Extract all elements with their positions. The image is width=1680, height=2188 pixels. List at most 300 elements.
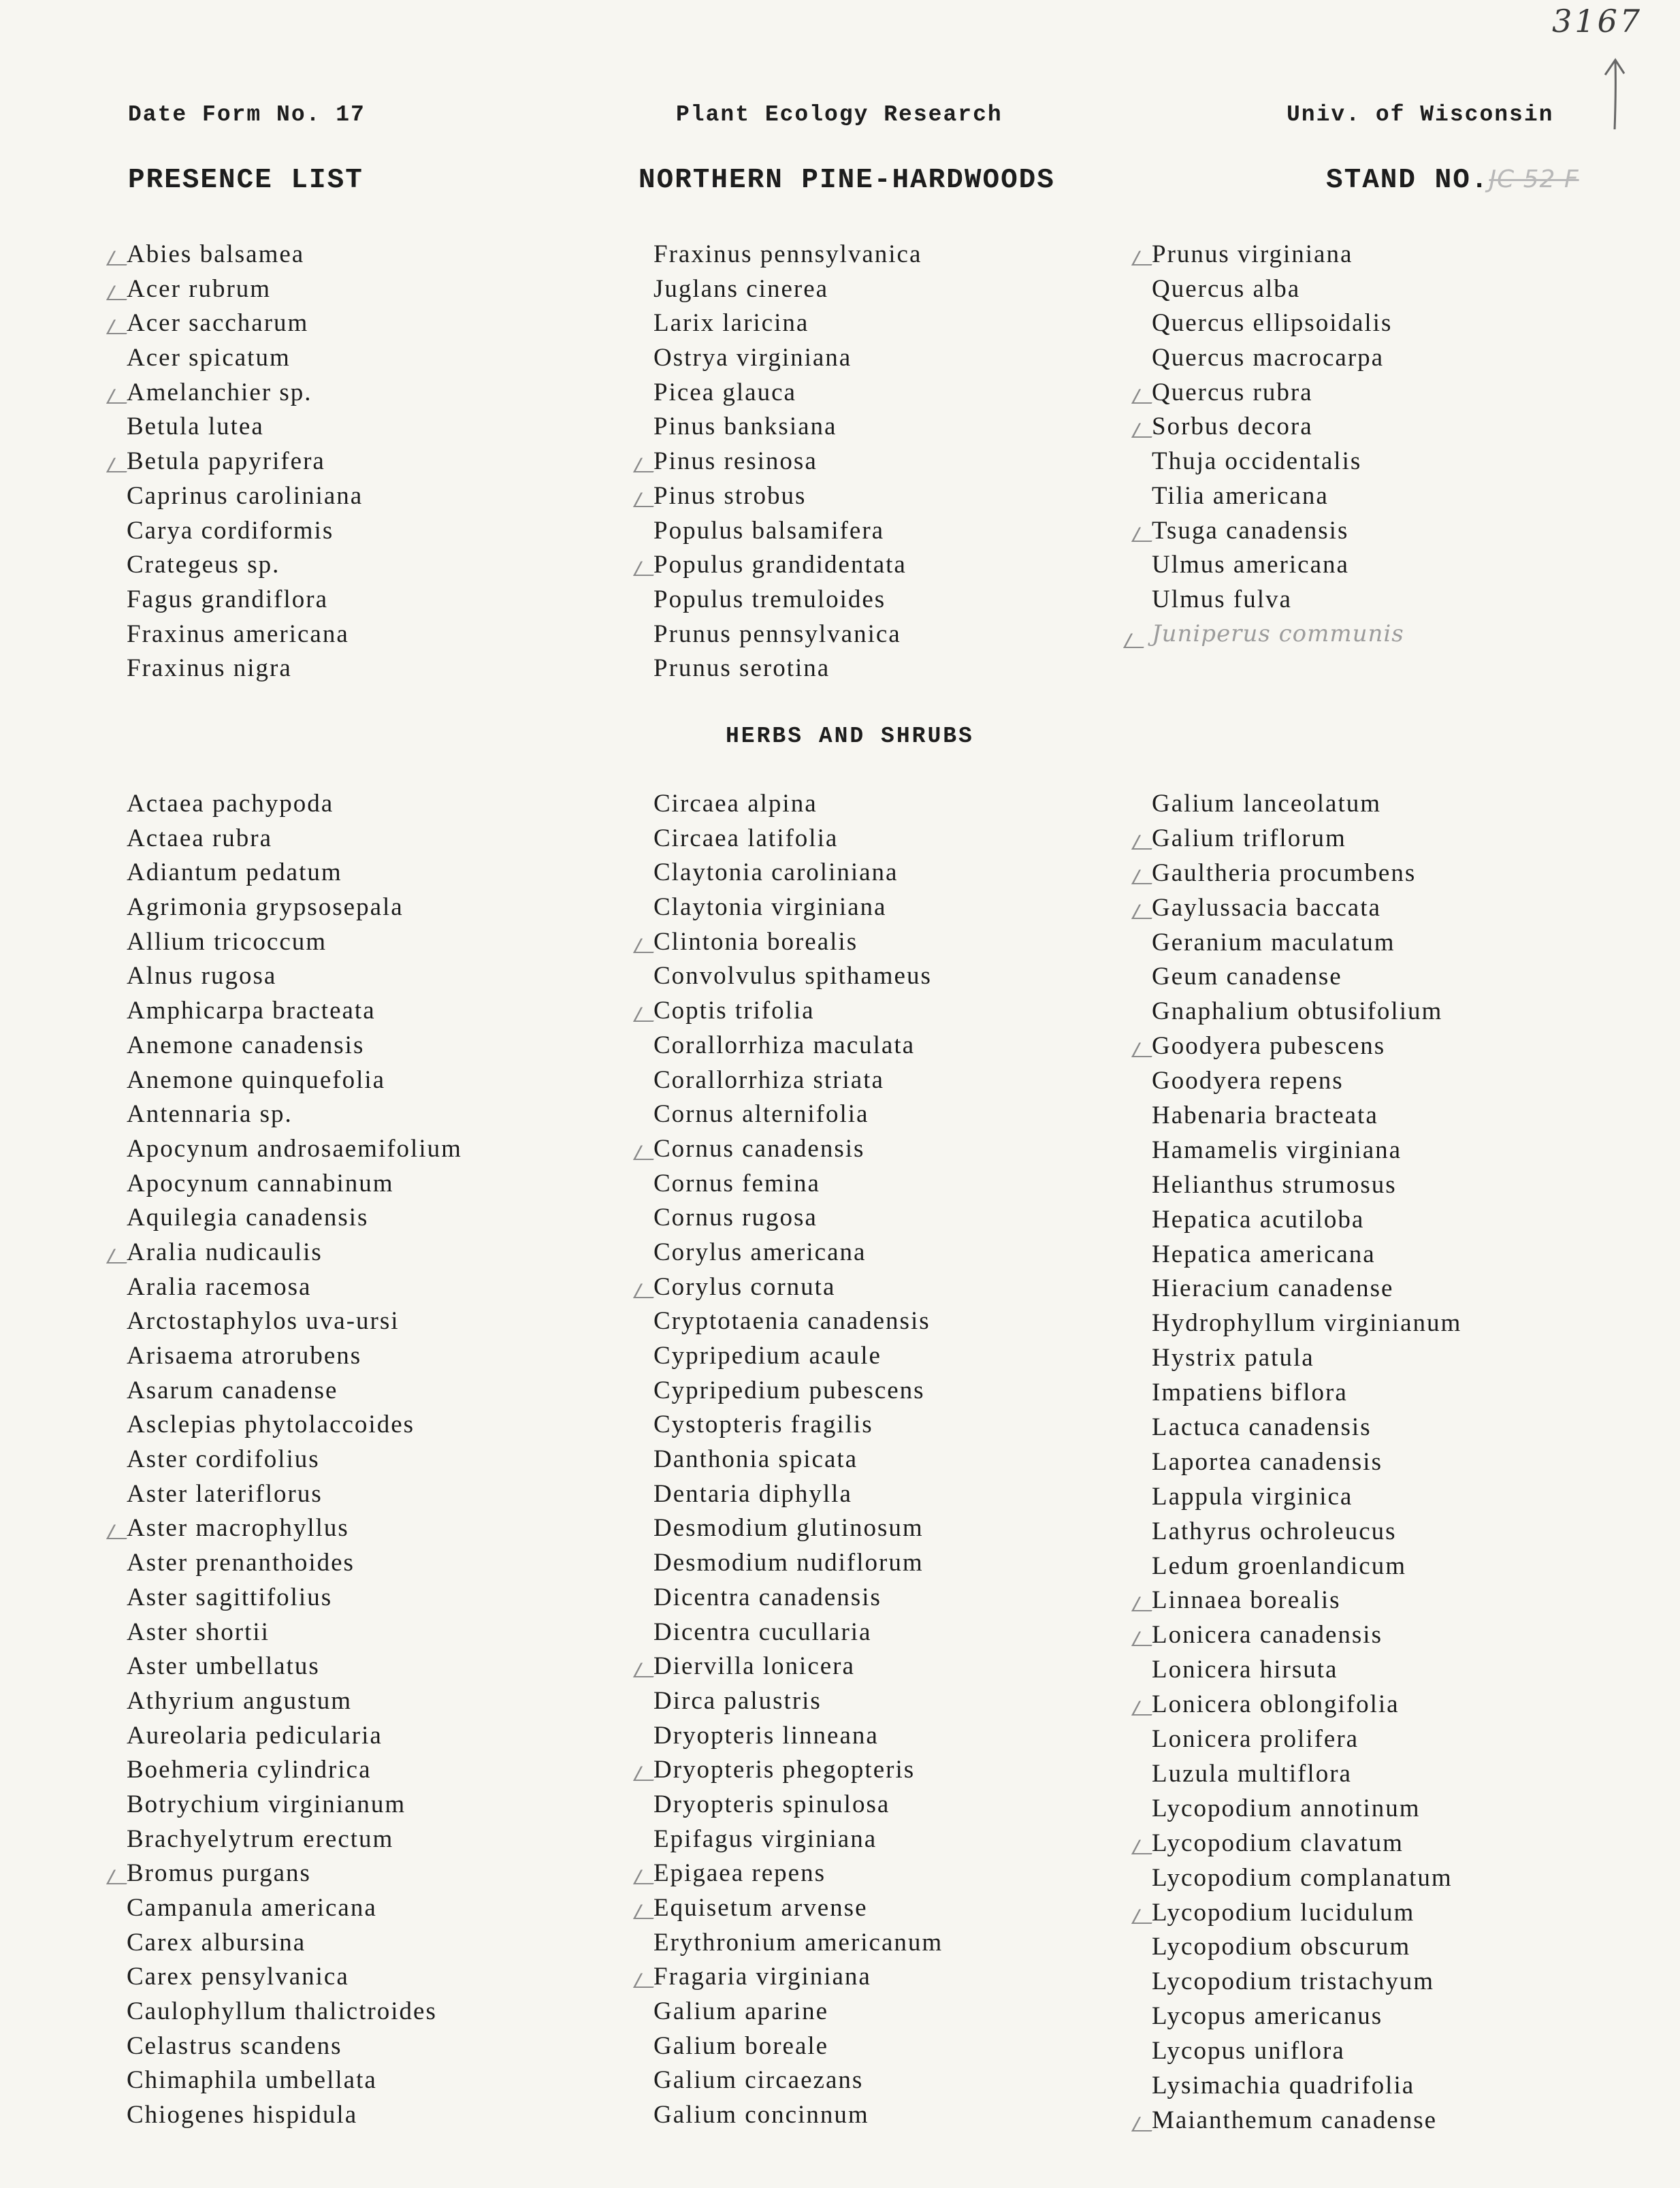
species-name: Aster prenanthoides xyxy=(127,1549,355,1577)
species-list-item xyxy=(1152,1445,1461,1480)
tree-species-column-2 xyxy=(653,238,922,686)
species-list-item xyxy=(1152,2104,1461,2138)
species-list-item xyxy=(1152,856,1461,891)
species-name: Populus grandidentata xyxy=(653,551,907,579)
species-list-item xyxy=(1152,1341,1461,1376)
species-list-item xyxy=(1152,1583,1461,1618)
species-list-item xyxy=(1152,583,1392,617)
handwritten-species-addition xyxy=(1152,620,1404,647)
species-list-item xyxy=(1152,1411,1461,1445)
species-list-item xyxy=(127,1753,462,1788)
species-list-item xyxy=(653,1684,943,1719)
species-name: Cystopteris fragilis xyxy=(653,1411,873,1439)
species-name: Picea glauca xyxy=(653,378,796,406)
species-list-item xyxy=(653,514,922,549)
species-name: Caprinus caroliniana xyxy=(127,481,364,510)
species-list-item xyxy=(653,959,943,994)
species-name: Aster umbellatus xyxy=(127,1652,320,1681)
species-name: Coptis trifolia xyxy=(653,997,815,1025)
species-list-item xyxy=(127,1650,462,1684)
species-name: Hieracium canadense xyxy=(1152,1274,1394,1303)
stand-value: JC 52 F xyxy=(1489,165,1579,193)
species-list-item xyxy=(653,617,922,652)
species-name: Thuja occidentalis xyxy=(1152,447,1362,476)
species-name: Asclepias phytolaccoides xyxy=(127,1411,415,1439)
species-name: Lycopodium tristachyum xyxy=(1152,1967,1434,1996)
species-list-item xyxy=(653,1304,943,1339)
species-list-item xyxy=(1152,445,1392,479)
species-list-item xyxy=(127,1063,462,1098)
species-list-item xyxy=(1152,1515,1461,1549)
species-name: Tilia americana xyxy=(1152,481,1329,510)
species-name: Aster sagittifolius xyxy=(127,1583,333,1611)
species-name: Lycopodium annotinum xyxy=(1152,1794,1421,1822)
species-list-item xyxy=(653,1132,943,1167)
species-name: Apocynum cannabinum xyxy=(127,1169,394,1197)
species-list-item xyxy=(653,1926,943,1961)
species-list-item xyxy=(127,1891,462,1926)
species-name: Gnaphalium obtusifolium xyxy=(1152,997,1443,1026)
species-name: Cornus rugosa xyxy=(653,1204,818,1232)
species-name: Quercus macrocarpa xyxy=(1152,344,1385,372)
species-name: Galium boreale xyxy=(653,2031,829,2060)
species-list-item xyxy=(127,787,462,822)
species-name: Crategeus sp. xyxy=(127,551,280,579)
species-name: Linnaea borealis xyxy=(1152,1586,1341,1615)
species-list-item xyxy=(653,1995,943,2029)
species-name: Convolvulus spithameus xyxy=(653,962,932,991)
stand-label: STAND NO. xyxy=(1326,165,1489,196)
species-list-item xyxy=(1152,1376,1461,1411)
species-list-item xyxy=(653,445,922,479)
species-list-item xyxy=(127,341,363,376)
species-list-item xyxy=(653,1167,943,1202)
species-list-item xyxy=(653,2098,943,2133)
species-list-item xyxy=(1152,1827,1461,1861)
species-list-item xyxy=(1152,306,1392,341)
species-name: Desmodium glutinosum xyxy=(653,1514,924,1543)
species-list-item xyxy=(1152,1029,1461,1064)
species-name: Dicentra canadensis xyxy=(653,1583,882,1611)
species-list-item xyxy=(653,583,922,617)
species-name: Acer spicatum xyxy=(127,344,291,372)
species-name: Cornus femina xyxy=(653,1169,820,1197)
species-list-item xyxy=(653,1960,943,1995)
species-list-item xyxy=(653,822,943,856)
species-list-item xyxy=(653,1891,943,1926)
species-name: Lycopus americanus xyxy=(1152,2002,1383,2031)
species-name: Goodyera pubescens xyxy=(1152,1032,1386,1061)
species-name: Populus tremuloides xyxy=(653,585,886,613)
species-name: Lathyrus ochroleucus xyxy=(1152,1517,1397,1545)
species-name: Circaea alpina xyxy=(653,790,818,818)
species-name: Dryopteris phegopteris xyxy=(653,1756,916,1784)
species-list-item xyxy=(653,1270,943,1305)
species-name: Cornus canadensis xyxy=(653,1134,865,1163)
species-name: Agrimonia grypsosepala xyxy=(127,893,404,922)
species-name: Lonicera oblongifolia xyxy=(1152,1690,1400,1719)
species-name: Celastrus scandens xyxy=(127,2031,342,2060)
species-list-item xyxy=(1152,1064,1461,1099)
species-name: Actaea rubra xyxy=(127,824,273,852)
species-name: Aster cordifolius xyxy=(127,1445,320,1474)
species-list-item xyxy=(1152,548,1392,583)
species-name: Anemone quinquefolia xyxy=(127,1065,386,1094)
species-list-item xyxy=(127,651,363,686)
species-list-item xyxy=(127,514,363,549)
species-list-item xyxy=(1152,1930,1461,1965)
species-list-item xyxy=(127,1926,462,1961)
species-name: Galium concinnum xyxy=(653,2101,869,2129)
species-list-item xyxy=(1152,410,1392,445)
species-list-item xyxy=(1152,2069,1461,2104)
species-name: Erythronium americanum xyxy=(653,1928,943,1957)
species-name: Lycopus uniflora xyxy=(1152,2037,1345,2065)
species-name: Fragaria virginiana xyxy=(653,1963,871,1991)
species-name: Lycopodium obscurum xyxy=(1152,1933,1411,1961)
species-list-item xyxy=(653,1615,943,1650)
species-name: Brachyelytrum erectum xyxy=(127,1824,394,1853)
institution-name: Plant Ecology Research xyxy=(676,102,1003,127)
species-list-item xyxy=(1152,341,1392,376)
species-name: Chimaphila umbellata xyxy=(127,2066,377,2095)
species-name: Hepatica acutiloba xyxy=(1152,1205,1365,1234)
species-list-item xyxy=(1152,1272,1461,1306)
species-name: Asarum canadense xyxy=(127,1376,338,1404)
species-list-item xyxy=(653,1339,943,1374)
species-name: Hydrophyllum virginianum xyxy=(1152,1309,1462,1338)
species-name: Geranium maculatum xyxy=(1152,928,1395,956)
species-list-item xyxy=(127,410,363,445)
species-name: Clintonia borealis xyxy=(653,927,858,956)
species-list-item xyxy=(127,890,462,925)
species-name: Lonicera prolifera xyxy=(1152,1725,1359,1754)
herb-species-column-2 xyxy=(653,787,943,2133)
species-list-item xyxy=(1152,822,1461,856)
species-name: Adiantum pedatum xyxy=(127,858,342,887)
species-list-item xyxy=(1152,995,1461,1029)
species-list-item xyxy=(127,445,363,479)
form-number: Date Form No. 17 xyxy=(128,102,366,127)
species-name: Lappula virginica xyxy=(1152,1482,1353,1511)
species-list-item xyxy=(653,238,922,272)
species-name: Danthonia spicata xyxy=(653,1445,858,1474)
species-name: Equisetum arvense xyxy=(653,1894,868,1922)
species-name: Lycopodium lucidulum xyxy=(1152,1898,1415,1927)
species-name: Prunus virginiana xyxy=(1152,240,1353,268)
species-list-item xyxy=(1152,376,1392,411)
species-name: Betula lutea xyxy=(127,413,264,441)
species-name: Sorbus decora xyxy=(1152,413,1313,441)
species-name: Acer saccharum xyxy=(127,309,309,338)
species-list-item xyxy=(653,1477,943,1512)
species-list-item xyxy=(127,822,462,856)
species-name: Lycopodium clavatum xyxy=(1152,1829,1404,1857)
species-list-item xyxy=(1152,1688,1461,1722)
species-name: Goodyera repens xyxy=(1152,1067,1344,1095)
species-list-item xyxy=(653,1029,943,1063)
species-list-item xyxy=(653,2029,943,2064)
species-list-item xyxy=(653,1201,943,1236)
species-name: Arctostaphylos uva-ursi xyxy=(127,1307,400,1336)
species-name: Claytonia virginiana xyxy=(653,893,887,922)
herb-species-column-1 xyxy=(127,787,462,2133)
species-list-item xyxy=(1152,1099,1461,1133)
species-list-item xyxy=(1152,960,1461,995)
species-list-item xyxy=(1152,1133,1461,1168)
species-name: Dirca palustris xyxy=(653,1686,822,1715)
species-list-item xyxy=(127,583,363,617)
species-list-item xyxy=(127,1546,462,1581)
species-list-item xyxy=(653,994,943,1029)
species-name: Aureolaria pedicularia xyxy=(127,1721,383,1750)
species-name: Cypripedium acaule xyxy=(653,1342,882,1370)
species-name: Fraxinus nigra xyxy=(127,654,292,683)
species-name: Prunus serotina xyxy=(653,654,830,683)
species-list-item xyxy=(127,1719,462,1754)
list-title: PRESENCE LIST xyxy=(128,165,364,196)
species-list-item xyxy=(1152,238,1392,272)
species-list-item xyxy=(127,1822,462,1857)
species-list-item xyxy=(1152,1896,1461,1931)
species-list-item xyxy=(653,1650,943,1684)
species-list-item xyxy=(653,306,922,341)
species-list-item xyxy=(1152,1965,1461,1999)
species-list-item xyxy=(653,1581,943,1615)
species-list-item xyxy=(127,617,363,652)
species-name: Dryopteris spinulosa xyxy=(653,1790,890,1818)
species-list-item xyxy=(127,1270,462,1305)
species-name: Diervilla lonicera xyxy=(653,1652,855,1681)
species-list-item xyxy=(653,479,922,514)
species-name: Maianthemum canadense xyxy=(1152,2106,1438,2134)
check-mark-icon xyxy=(1123,634,1151,648)
species-list-item xyxy=(1152,2034,1461,2069)
species-list-item xyxy=(1152,787,1461,822)
section-title-herbs-shrubs: HERBS AND SHRUBS xyxy=(726,724,974,749)
species-list-item xyxy=(653,1822,943,1857)
species-name: Galium lanceolatum xyxy=(1152,790,1382,818)
species-name: Ulmus americana xyxy=(1152,551,1349,579)
species-list-item xyxy=(653,925,943,960)
species-list-item xyxy=(1152,1792,1461,1827)
species-name: Pinus strobus xyxy=(653,481,807,510)
species-list-item xyxy=(127,1995,462,2029)
species-name: Galium aparine xyxy=(653,1997,829,2026)
species-list-item xyxy=(1152,272,1392,307)
species-name: Campanula americana xyxy=(127,1894,377,1922)
species-list-item xyxy=(653,548,922,583)
species-list-item xyxy=(127,479,363,514)
species-name: Quercus alba xyxy=(1152,274,1301,303)
species-name: Pinus resinosa xyxy=(653,447,818,476)
species-name: Cryptotaenia canadensis xyxy=(653,1307,931,1336)
species-name: Lycopodium complanatum xyxy=(1152,1863,1453,1892)
species-list-item xyxy=(127,1029,462,1063)
species-list-item xyxy=(127,994,462,1029)
species-list-item xyxy=(653,856,943,890)
herb-species-column-3 xyxy=(1152,787,1461,2138)
species-list-item xyxy=(127,2029,462,2064)
species-name: Geum canadense xyxy=(1152,963,1342,991)
stand-number xyxy=(1326,165,1579,196)
species-name: Fagus grandiflora xyxy=(127,585,329,613)
species-name: Corallorrhiza maculata xyxy=(653,1031,916,1059)
species-name: Boehmeria cylindrica xyxy=(127,1756,372,1784)
species-name: Ulmus fulva xyxy=(1152,585,1292,613)
species-name: Circaea latifolia xyxy=(653,824,839,852)
species-list-item xyxy=(127,548,363,583)
species-name: Aquilegia canadensis xyxy=(127,1204,369,1232)
species-name: Athyrium angustum xyxy=(127,1686,353,1715)
species-list-item xyxy=(1152,1999,1461,2034)
species-list-item xyxy=(127,1132,462,1167)
species-list-item xyxy=(127,272,363,307)
species-list-item xyxy=(1152,1238,1461,1272)
species-name: Gaylussacia baccata xyxy=(1152,893,1381,922)
species-name: Amphicarpa bracteata xyxy=(127,997,376,1025)
species-list-item xyxy=(127,1236,462,1270)
species-list-item xyxy=(1152,479,1392,514)
species-list-item xyxy=(1152,1861,1461,1896)
species-list-item xyxy=(653,787,943,822)
species-name: Cornus alternifolia xyxy=(653,1100,869,1129)
species-list-item xyxy=(1152,891,1461,926)
species-list-item xyxy=(127,376,363,411)
species-name: Cypripedium pubescens xyxy=(653,1376,925,1404)
species-list-item xyxy=(653,376,922,411)
species-list-item xyxy=(653,1856,943,1891)
species-name: Fraxinus americana xyxy=(127,620,349,648)
species-list-item xyxy=(1152,1168,1461,1203)
species-name: Actaea pachypoda xyxy=(127,790,334,818)
species-name: Arisaema atrorubens xyxy=(127,1342,362,1370)
species-name: Anemone canadensis xyxy=(127,1031,365,1059)
species-name: Claytonia caroliniana xyxy=(653,858,899,887)
species-list-item xyxy=(127,959,462,994)
species-name: Botrychium virginianum xyxy=(127,1790,406,1818)
species-list-item xyxy=(127,1856,462,1891)
species-list-item xyxy=(653,890,943,925)
species-name: Corallorrhiza striata xyxy=(653,1065,884,1094)
species-name: Desmodium nudiflorum xyxy=(653,1549,924,1577)
tree-species-column-1 xyxy=(127,238,363,686)
species-name: Lactuca canadensis xyxy=(1152,1413,1372,1442)
species-list-item xyxy=(653,2063,943,2098)
species-name: Carex albursina xyxy=(127,1928,306,1957)
species-list-item xyxy=(653,272,922,307)
species-name: Ostrya virginiana xyxy=(653,344,852,372)
species-name: Pinus banksiana xyxy=(653,413,837,441)
species-name: Alnus rugosa xyxy=(127,962,277,991)
species-list-item xyxy=(653,1374,943,1409)
species-list-item xyxy=(1152,1618,1461,1653)
species-name: Acer rubrum xyxy=(127,274,272,303)
species-name: Apocynum androsaemifolium xyxy=(127,1134,462,1163)
species-list-item xyxy=(1152,1549,1461,1584)
species-list-item xyxy=(127,1304,462,1339)
species-list-item xyxy=(1152,1306,1461,1341)
species-name: Betula papyrifera xyxy=(127,447,325,476)
species-name: Carex pensylvanica xyxy=(127,1963,349,1991)
species-name: Laportea canadensis xyxy=(1152,1447,1383,1476)
species-name: Epifagus virginiana xyxy=(653,1824,877,1853)
species-name: Helianthus strumosus xyxy=(1152,1170,1397,1199)
species-list-item xyxy=(127,1788,462,1822)
species-name: Caulophyllum thalictroides xyxy=(127,1997,437,2026)
species-list-item xyxy=(653,1097,943,1132)
species-list-item xyxy=(653,1753,943,1788)
species-list-item xyxy=(653,651,922,686)
species-name: Epigaea repens xyxy=(653,1859,826,1888)
species-name: Populus balsamifera xyxy=(653,516,885,545)
species-name: Antennaria sp. xyxy=(127,1100,293,1129)
university-name: Univ. of Wisconsin xyxy=(1287,102,1554,127)
species-name: Tsuga canadensis xyxy=(1152,516,1349,545)
species-name: Aralia racemosa xyxy=(127,1272,312,1301)
species-name: Carya cordiformis xyxy=(127,516,334,545)
species-list-item xyxy=(127,1615,462,1650)
species-list-item xyxy=(1152,1653,1461,1688)
species-name: Impatiens biflora xyxy=(1152,1379,1348,1407)
species-name: Juglans cinerea xyxy=(653,274,829,303)
species-list-item xyxy=(653,1063,943,1098)
species-name: Fraxinus pennsylvanica xyxy=(653,240,922,268)
species-name: Gaultheria procumbens xyxy=(1152,858,1417,887)
species-name: Aster macrophyllus xyxy=(127,1514,349,1543)
species-name: Aralia nudicaulis xyxy=(127,1238,323,1266)
species-list-item xyxy=(653,341,922,376)
species-list-item xyxy=(127,925,462,960)
species-name: Amelanchier sp. xyxy=(127,378,312,406)
species-list-item xyxy=(127,1201,462,1236)
species-list-item xyxy=(653,1408,943,1443)
species-list-item xyxy=(1152,926,1461,961)
species-list-item xyxy=(653,1511,943,1546)
species-list-item xyxy=(127,1097,462,1132)
species-name: Hystrix patula xyxy=(1152,1344,1314,1372)
species-list-item xyxy=(653,410,922,445)
species-name: Hamamelis virginiana xyxy=(1152,1136,1402,1164)
species-name: Chiogenes hispidula xyxy=(127,2101,358,2129)
species-name: Bromus purgans xyxy=(127,1859,311,1888)
species-list-item xyxy=(1152,514,1392,549)
species-name: Corylus cornuta xyxy=(653,1272,836,1301)
species-list-item xyxy=(127,1167,462,1202)
species-name: Prunus pennsylvanica xyxy=(653,620,901,648)
species-name: Quercus rubra xyxy=(1152,378,1313,406)
species-list-item xyxy=(127,1374,462,1409)
species-list-item xyxy=(127,1339,462,1374)
species-name: Galium circaezans xyxy=(653,2066,864,2095)
species-list-item xyxy=(127,1443,462,1477)
species-name: Habenaria bracteata xyxy=(1152,1101,1378,1130)
species-name: Luzula multiflora xyxy=(1152,1759,1352,1788)
species-name: Larix laricina xyxy=(653,309,809,338)
species-list-item xyxy=(127,2063,462,2098)
species-name: Hepatica americana xyxy=(1152,1240,1376,1268)
species-list-item xyxy=(127,2098,462,2133)
species-name: Abies balsamea xyxy=(127,240,305,268)
species-list-item xyxy=(127,1684,462,1719)
species-name: Corylus americana xyxy=(653,1238,867,1266)
species-list-item xyxy=(653,1788,943,1822)
species-list-item xyxy=(127,306,363,341)
species-list-item xyxy=(1152,1203,1461,1238)
species-name: Quercus ellipsoidalis xyxy=(1152,309,1393,338)
community-title: NORTHERN PINE-HARDWOODS xyxy=(639,165,1055,196)
tree-species-column-3 xyxy=(1152,238,1392,617)
